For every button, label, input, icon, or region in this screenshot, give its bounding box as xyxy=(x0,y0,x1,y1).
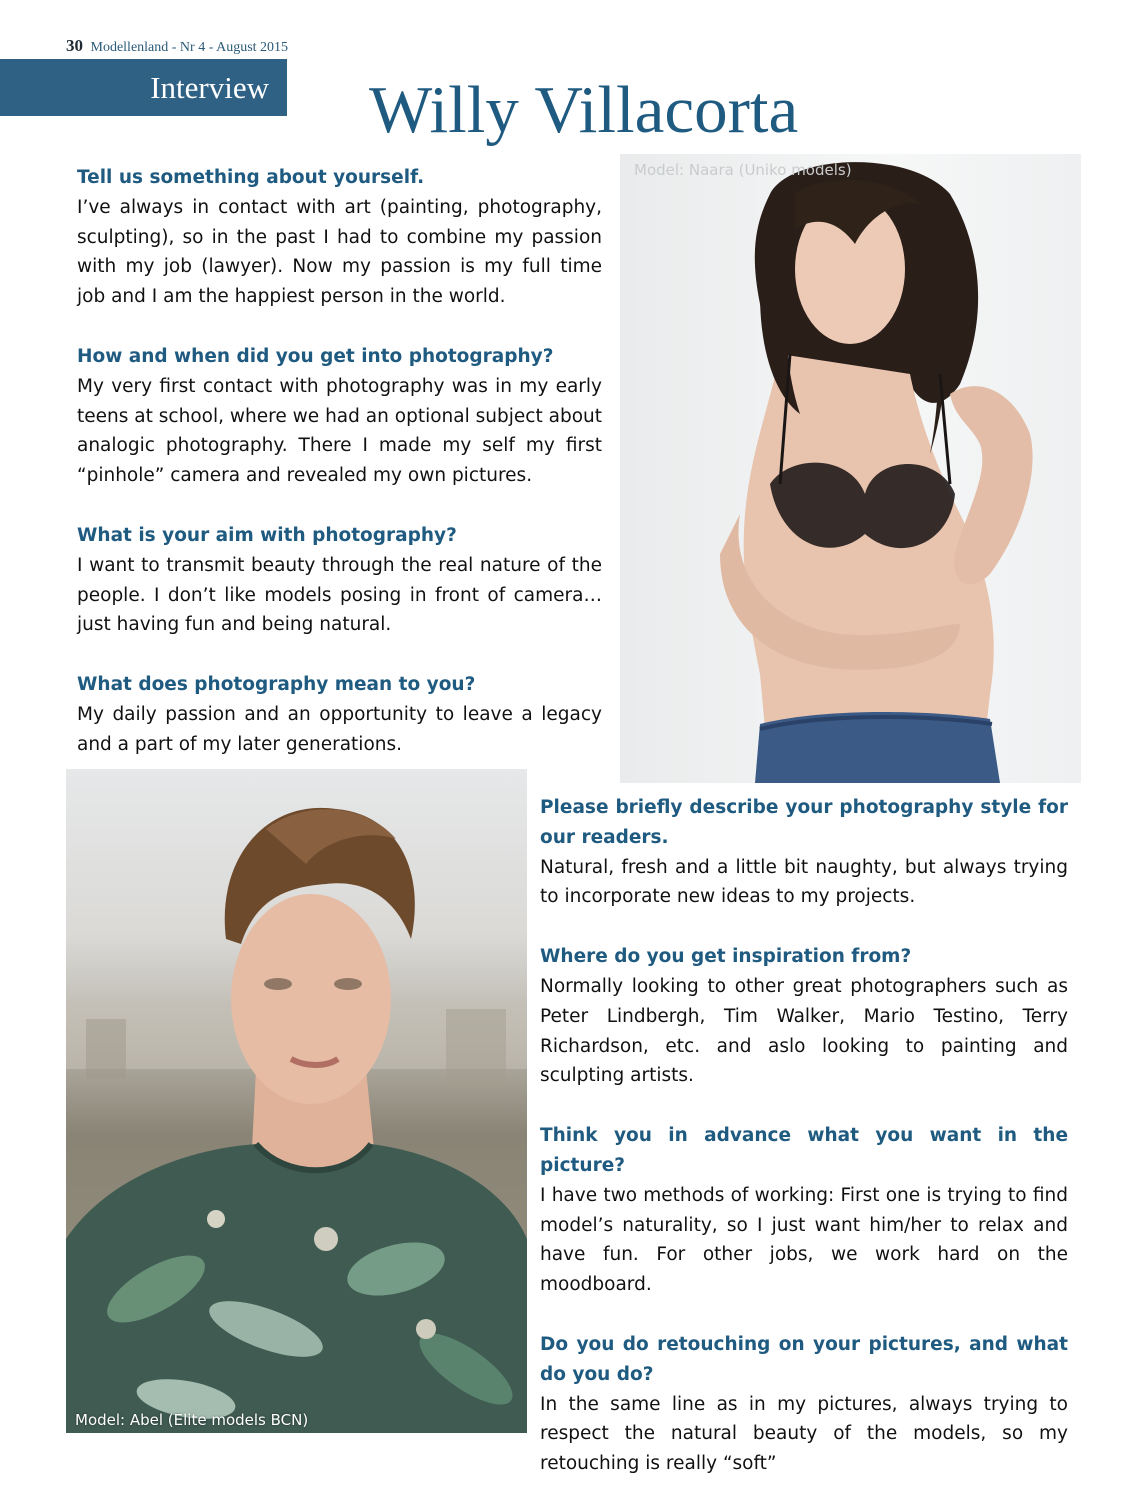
answer: My very first contact with photography was in my early teens at school, where we had an optional subject about analogic photography. There I made my self my first “pinhole” camera and revealed my own pictures. xyxy=(77,375,602,487)
answer: I’ve always in contact with art (painting, photography, sculpting), so in the past I had to combine my passion with my job (lawyer). Now my passion is my full time job and I am the happiest person in the world. xyxy=(77,196,602,308)
answer: In the same line as in my pictures, always trying to respect the natural beauty of the models, so my retouching is really “soft” xyxy=(540,1393,1068,1475)
question: Where do you get inspiration from? xyxy=(540,946,912,968)
answer: Normally looking to other great photographers such as Peter Lindbergh, Tim Walker, Mario Testino, Terry Richardson, etc. and aslo looking to painting and sculpting artists. xyxy=(540,975,1068,1087)
question: How and when did you get into photography? xyxy=(77,345,554,367)
model-photo-abel xyxy=(66,769,527,1433)
answer: My daily passion and an opportunity to leave a legacy and a part of my later generations. xyxy=(77,703,602,755)
question: Do you do retouching on your pictures, and what do you do? xyxy=(540,1333,1068,1385)
photo-credit-naara: Model: Naara (Uniko models) xyxy=(634,161,852,179)
qa-block xyxy=(77,670,602,759)
qa-block xyxy=(540,942,1068,1091)
question: Think you in advance what you want in the picture? xyxy=(540,1125,1068,1176)
section-tab: Interview xyxy=(0,59,287,116)
interview-right-column xyxy=(540,793,1068,1509)
photo-credit-abel: Model: Abel (Elite models BCN) xyxy=(75,1411,309,1429)
qa-block xyxy=(77,342,602,491)
interview-left-column xyxy=(77,163,602,790)
qa-block xyxy=(77,521,602,640)
question: What is your aim with photography? xyxy=(77,524,457,546)
question: What does photography mean to you? xyxy=(77,674,476,696)
qa-block xyxy=(540,1330,1068,1479)
model-photo-abel-illustration xyxy=(66,769,527,1433)
qa-block xyxy=(540,793,1068,912)
answer: I want to transmit beauty through the real nature of the people. I don’t like models posing in front of camera…just having fun and being natural. xyxy=(77,554,602,636)
qa-block xyxy=(77,163,602,312)
question: Please briefly describe your photography style for our readers. xyxy=(540,797,1068,848)
answer: Natural, fresh and a little bit naughty, but always trying to incorporate new ideas to my projects. xyxy=(540,856,1068,908)
model-photo-naara xyxy=(620,154,1081,783)
publication-info: Modellenland - Nr 4 - August 2015 xyxy=(90,40,289,55)
page-folio xyxy=(66,36,288,56)
question: Tell us something about yourself. xyxy=(77,167,425,188)
article-title: Willy Villacorta xyxy=(369,73,799,147)
answer: I have two methods of working: First one is trying to find model’s naturality, so I just want him/her to relax and have fun. For other jobs, we work hard on the moodboard. xyxy=(540,1184,1068,1296)
page-number: 30 xyxy=(66,36,83,55)
qa-block xyxy=(540,1121,1068,1300)
model-photo-naara-illustration xyxy=(620,154,1081,783)
